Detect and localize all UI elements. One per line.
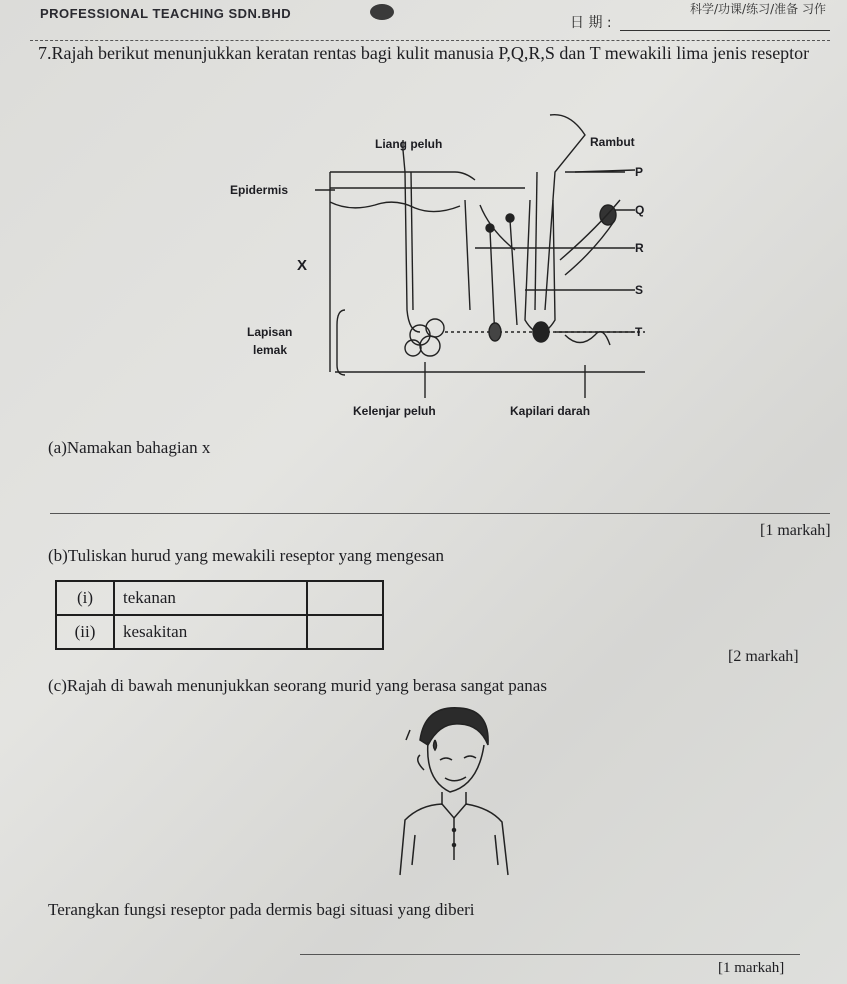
- label-T: T: [635, 325, 643, 339]
- label-P: P: [635, 165, 644, 179]
- table-row: [56, 615, 383, 649]
- answer-cell-tekanan[interactable]: [307, 581, 383, 615]
- publisher-logo: [370, 4, 394, 20]
- part-a-answer-line[interactable]: [50, 513, 830, 514]
- part-b-question: (b)Tuliskan hurud yang mewakili reseptor yang mengesan: [48, 546, 444, 565]
- receptor-answer-table: [55, 580, 384, 650]
- sweat-drop: [434, 740, 437, 750]
- publisher-name: PROFESSIONAL TEACHING SDN.BHD: [40, 6, 292, 21]
- blood-capillary: [565, 332, 610, 345]
- student-neck: [442, 792, 466, 805]
- label-liang-peluh: Liang peluh: [375, 137, 443, 151]
- hot-student-illustration: [380, 700, 520, 880]
- header-subject-text: 科学/功课/练习/准备 习作: [690, 2, 826, 16]
- part-c-question: (c)Rajah di bawah menunjukkan seorang murid yang berasa sangat panas: [48, 676, 547, 695]
- fat-bracket: [337, 310, 345, 375]
- part-a-question: (a)Namakan bahagian x: [48, 438, 211, 457]
- label-lemak: lemak: [253, 343, 288, 357]
- part-c-marks: [1 markah]: [718, 960, 785, 976]
- part-b-marks: [2 markah]: [728, 648, 799, 665]
- label-epidermis: Epidermis: [230, 183, 289, 197]
- label-rambut: Rambut: [590, 135, 635, 149]
- table-row: [56, 581, 383, 615]
- part-a-marks: [1 markah]: [760, 522, 831, 539]
- row-number: (ii): [56, 615, 114, 649]
- label-S: S: [635, 283, 644, 297]
- row-label: kesakitan: [114, 615, 307, 649]
- label-kelenjar-peluh: Kelenjar peluh: [353, 404, 436, 418]
- date-answer-line: [620, 30, 830, 31]
- label-lapisan: Lapisan: [247, 325, 293, 339]
- answer-cell-kesakitan[interactable]: [307, 615, 383, 649]
- skin-surface: [330, 172, 625, 180]
- leader-P: [575, 170, 635, 172]
- part-c-answer-line[interactable]: [300, 954, 800, 955]
- question-intro: 7.Rajah berikut menunjukkan keratan rentas bagi kulit manusia P,Q,R,S dan T mewakili lima jenis reseptor: [38, 43, 810, 63]
- epidermis-band: [330, 188, 525, 212]
- label-Q: Q: [635, 203, 645, 217]
- student-hair: [420, 708, 488, 745]
- label-kapilari-darah: Kapilari darah: [510, 404, 591, 418]
- header-divider: [30, 40, 830, 41]
- date-label: 日 期 :: [570, 15, 612, 31]
- hair-shaft: [545, 115, 585, 310]
- label-x: X: [297, 257, 308, 274]
- part-c-prompt: Terangkan fungsi reseptor pada dermis bagi situasi yang diberi: [48, 900, 475, 919]
- skin-cross-section-diagram: [225, 110, 680, 430]
- row-number: (i): [56, 581, 114, 615]
- label-R: R: [635, 241, 644, 255]
- row-label: tekanan: [114, 581, 307, 615]
- hair-follicle: [525, 200, 555, 333]
